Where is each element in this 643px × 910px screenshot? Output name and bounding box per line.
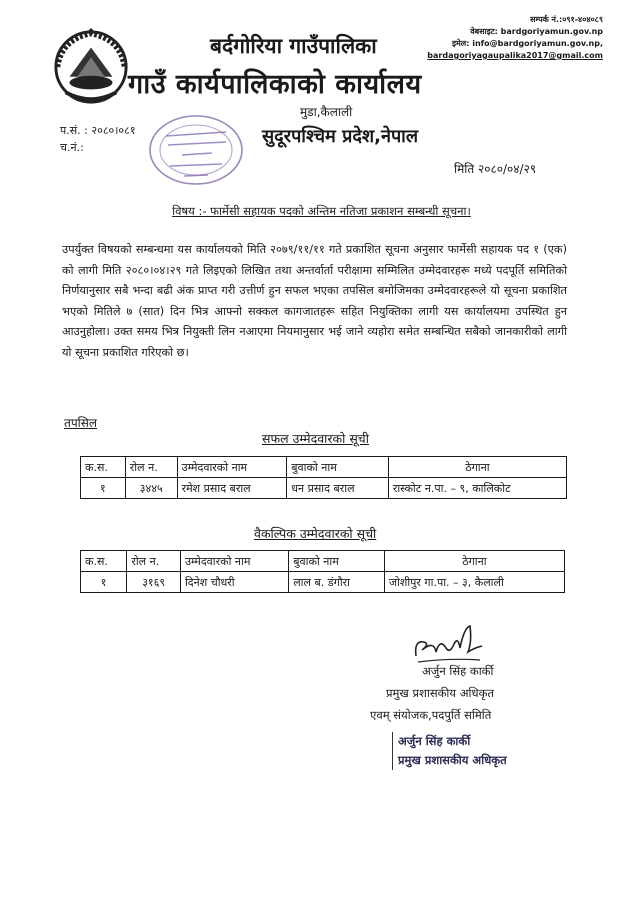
- office-title: गाउँ कार्यपालिकाको कार्यालय: [128, 69, 422, 100]
- successful-list-title: सफल उम्मेदवारको सूची: [262, 431, 369, 446]
- contact-block: [427, 14, 603, 62]
- col-roll: रोल न.: [127, 551, 181, 572]
- table-row: [81, 478, 567, 499]
- reference-ps: प.सं. : २०८०।०८१: [60, 124, 136, 137]
- stamp-name: अर्जुन सिंह कार्की: [398, 734, 471, 748]
- nepal-emblem-logo: [52, 28, 130, 106]
- cell-roll: ३४४५: [125, 478, 177, 499]
- table-header-row: [81, 457, 567, 478]
- tapasil-heading: तपसिल: [64, 416, 98, 430]
- col-roll: रोल न.: [125, 457, 177, 478]
- cell-address: रास्कोट न.पा. – ९, कालिकोट: [388, 478, 566, 499]
- office-province: सुदूरपश्चिम प्रदेश,नेपाल: [262, 126, 419, 147]
- col-sn: क.स.: [81, 457, 126, 478]
- office-place: मुडा,कैलाली: [300, 105, 353, 119]
- office-stamp: [146, 112, 246, 188]
- cell-father: धन प्रसाद बराल: [287, 478, 389, 499]
- contact-phone: सम्पर्क नं.:०९१-४०४०८९: [530, 15, 603, 24]
- name-stamp: [392, 732, 536, 770]
- contact-website: वेबसाइट: bardgoriyamun.gov.np: [470, 27, 603, 36]
- col-address: ठेगाना: [388, 457, 566, 478]
- table-header-row: [81, 551, 565, 572]
- table-row: [81, 572, 565, 593]
- contact-email: इमेल: info@bardgoriyamun.gov.np,: [452, 39, 603, 48]
- notice-body: उपर्युक्त विषयको सम्बन्धमा यस कार्यालयको मिति २०७९/११/११ गते प्रकाशित सूचना अनुसार फार्मेसी सहायक पद १ (एक) को लागी मिति २०८०।०४।२९ गते लिइएको लिखित तथा अन्तर्वार्ता परीक्षामा सम्मिलित उम्मेदवारहरू मध्ये पदपूर्ति समितिको निर्णयानुसार सबै भन्दा बढी अंक प्राप्त गरी उत्तीर्ण हुन सफल भएका तपसिल बमोजिमका उम्मेदवारहरूले यो सूचना प्रकाशित भएको मितिले ७ (सात) दिन भित्र आफ्नो सक्कल कागजातहरू सहित नियुक्तिका लागी यस कार्यालयमा उपस्थित हुन आउनुहोला। उक्त समय भित्र नियुक्ती लिन नआएमा नियमानुसार भई जाने व्यहोरा समेत सम्बन्धित सबैको जानकारीको लागी यो सूचना प्रकाशित गरिएको छ।: [62, 243, 567, 359]
- office-name: बर्दगोरिया गाउँपालिका: [210, 34, 377, 58]
- cell-sn: १: [81, 478, 126, 499]
- cell-address: जोशीपुर गा.पा. – ३, कैलाली: [384, 572, 564, 593]
- successful-candidates-table: [80, 456, 567, 499]
- col-candidate: उम्मेदवारको नाम: [180, 551, 288, 572]
- cell-sn: १: [81, 572, 127, 593]
- stamp-designation: प्रमुख प्रशासकीय अधिकृत: [398, 753, 507, 767]
- contact-email-2: bardagoriyagaupalika2017@gmail.com: [427, 51, 603, 60]
- notice-date: मिति २०८०/०४/२९: [454, 162, 537, 176]
- alternate-candidates-table: [80, 550, 565, 593]
- col-father: बुवाको नाम: [289, 551, 385, 572]
- col-father: बुवाको नाम: [287, 457, 389, 478]
- handwritten-signature: [410, 618, 488, 668]
- col-sn: क.स.: [81, 551, 127, 572]
- cell-roll: ३१६९: [127, 572, 181, 593]
- cell-candidate: रमेश प्रसाद बराल: [177, 478, 287, 499]
- col-candidate: उम्मेदवारको नाम: [177, 457, 287, 478]
- reference-cn: च.नं.:: [60, 141, 84, 154]
- signer-name: अर्जुन सिंह कार्की: [422, 664, 494, 678]
- reference-block: [60, 122, 136, 156]
- alternate-list-title: वैकल्पिक उम्मेदवारको सूची: [254, 526, 377, 541]
- cell-father: लाल ब. डंगौरा: [289, 572, 385, 593]
- notice-subject-text: विषय :- फार्मेसी सहायक पदको अन्तिम नतिजा प्रकाशन सम्बन्धी सूचना।: [172, 204, 471, 218]
- signer-coordinator: एवम् संयोजक,पदपुर्ति समिति: [370, 708, 492, 722]
- col-address: ठेगाना: [384, 551, 564, 572]
- signer-designation: प्रमुख प्रशासकीय अधिकृत: [386, 686, 494, 700]
- cell-candidate: दिनेश चौधरी: [180, 572, 288, 593]
- notice-subject: [0, 204, 643, 219]
